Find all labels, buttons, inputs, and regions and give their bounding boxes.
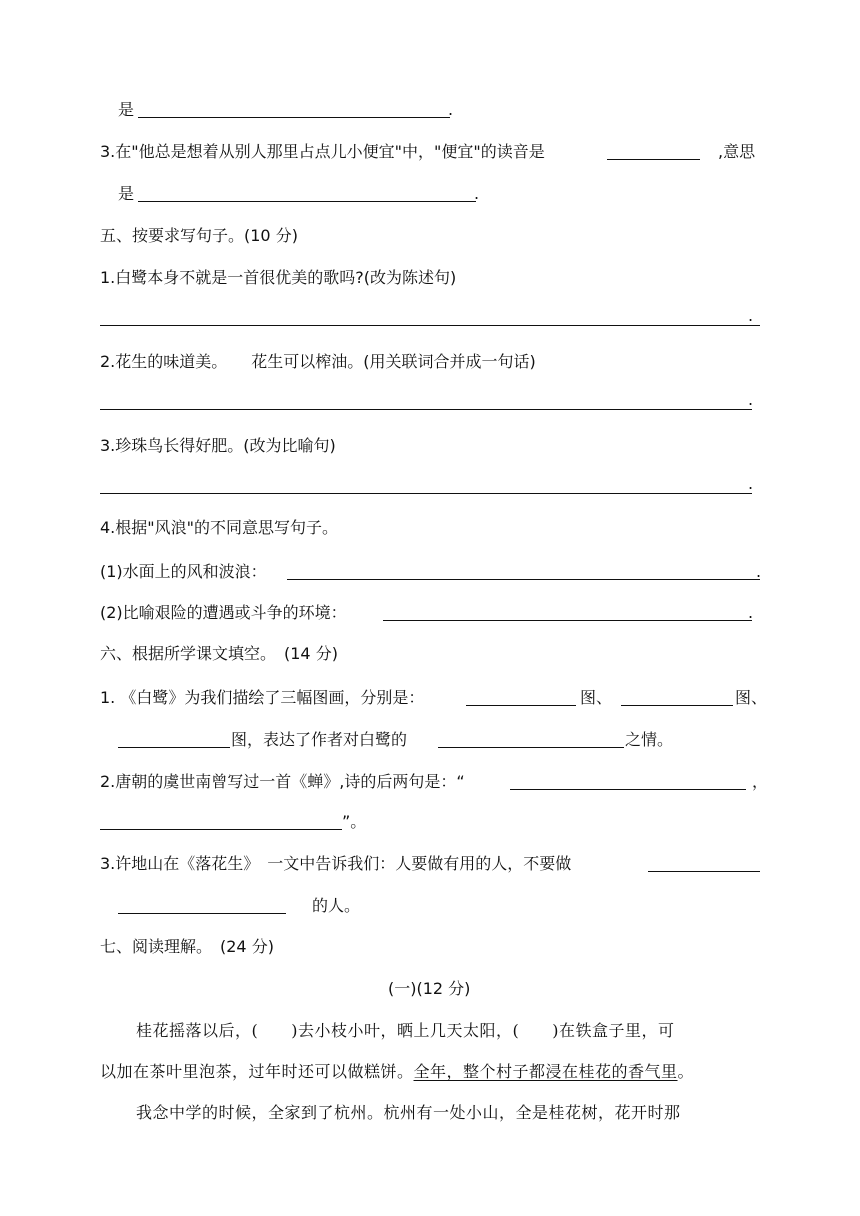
q2-meaning-blank[interactable]	[138, 117, 450, 118]
passage-line-2: 以加在茶叶里泡茶，过年时还可以做糕饼。全年，整个村子都浸在桂花的香气里。	[100, 1062, 695, 1081]
s6-tu-2: 图、	[735, 688, 768, 707]
s6-blank-picture-3[interactable]	[118, 747, 230, 748]
s5-question-4b: (2)比喻艰险的遭遇或斗争的环境：	[100, 603, 347, 622]
s6-question-3: 3.许地山在《落花生》 一文中告诉我们：人要做有用的人，不要做	[100, 854, 572, 873]
q3-meaning-blank[interactable]	[138, 201, 476, 202]
s5-question-4a: (1)水面上的风和波浪：	[100, 562, 267, 581]
period: .	[748, 390, 754, 409]
q3-meaning-label: ,意思	[718, 142, 756, 161]
s5-answer-line-4b[interactable]	[383, 620, 752, 621]
s6-blank-picture-1[interactable]	[466, 705, 576, 706]
passage-line-1: 桂花摇落以后，( )去小枝小叶，晒上几天太阳，( )在铁盒子里，可	[136, 1021, 675, 1040]
s6-blank-person-1[interactable]	[648, 871, 760, 872]
s5-question-2: 2.花生的味道美。 花生可以榨油。(用关联词合并成一句话)	[100, 352, 536, 371]
s6-tu-1: 图、	[580, 688, 613, 707]
period: .	[756, 562, 762, 581]
s6-q2-end: ”。	[342, 812, 367, 831]
period: .	[748, 603, 754, 622]
s5-question-3: 3.珍珠鸟长得好肥。(改为比喻句)	[100, 436, 336, 455]
s5-answer-line-4a[interactable]	[287, 579, 760, 580]
q3-pinyin-question: 3.在"他总是想着从别人那里占点儿小便宜"中，"便宜"的读音是	[100, 142, 545, 161]
period: .	[448, 100, 454, 119]
s6-question-1: 1. 《白鹭》为我们描绘了三幅图画，分别是：	[100, 688, 425, 707]
s6-q3-end: 的人。	[312, 896, 361, 915]
q3-pinyin-blank[interactable]	[607, 159, 700, 160]
period: .	[748, 306, 754, 325]
q3-continuation: 是	[118, 184, 135, 203]
s5-answer-line-3[interactable]	[100, 493, 752, 494]
section-7-heading: 七、阅读理解。 (24 分)	[100, 937, 274, 956]
s6-q1-end: 之情。	[625, 730, 674, 749]
s6-tu-3: 图，表达了作者对白鹭的	[231, 730, 408, 749]
s5-answer-line-1[interactable]	[100, 325, 760, 326]
underlined-sentence: 全年，整个村子都浸在桂花的香气里	[413, 1062, 678, 1081]
period: .	[474, 184, 480, 203]
s6-question-2: 2.唐朝的虞世南曾写过一首《蝉》,诗的后两句是：“	[100, 772, 465, 791]
passage-line-3: 我念中学的时候，全家到了杭州。杭州有一处小山，全是桂花树，花开时那	[136, 1103, 681, 1122]
s5-answer-line-2[interactable]	[100, 409, 752, 410]
section-5-heading: 五、按要求写句子。(10 分)	[100, 226, 298, 245]
section-6-heading: 六、根据所学课文填空。 (14 分)	[100, 644, 338, 663]
period: .	[748, 474, 754, 493]
s6-blank-feeling[interactable]	[438, 747, 624, 748]
s5-question-1: 1.白鹭本身不就是一首很优美的歌吗?(改为陈述句)	[100, 268, 457, 287]
s6-blank-poem-line-2[interactable]	[100, 829, 342, 830]
s6-comma: ，	[752, 772, 769, 791]
s6-blank-picture-2[interactable]	[621, 705, 733, 706]
s5-question-4: 4.根据"风浪"的不同意思写句子。	[100, 518, 338, 537]
q2-continuation: 是	[118, 100, 135, 119]
s6-blank-person-2[interactable]	[118, 913, 286, 914]
reading-part-1-title: (一)(12 分)	[388, 979, 471, 998]
s6-blank-poem-line-1[interactable]	[510, 789, 746, 790]
